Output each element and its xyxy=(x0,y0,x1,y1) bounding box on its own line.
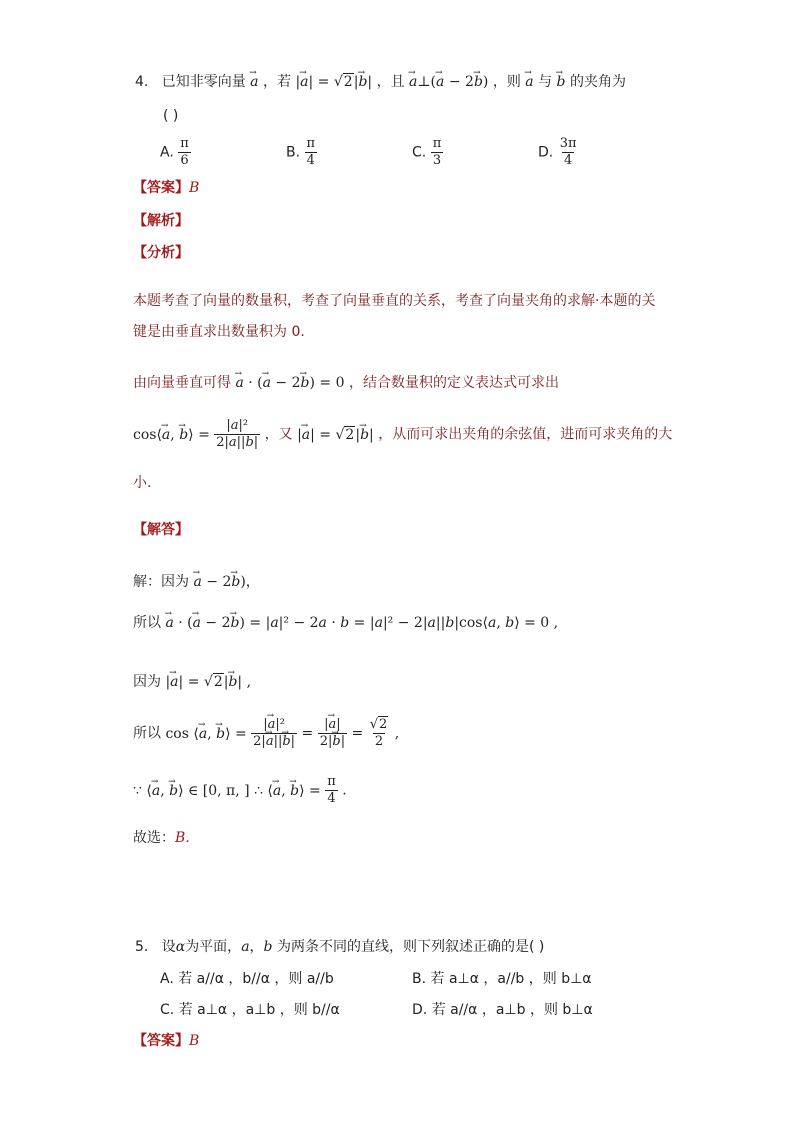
q5-option-b: B. 若 a⊥α ，a//b ，则 b⊥α xyxy=(412,971,592,987)
solution-line-5: ∵ ⟨→ a, → b⟩ ∈ [0, π, ] ∴ ⟨→ a, → b⟩ = $\frac{\pi}{4}$ . xyxy=(133,774,347,807)
q4-stem: 4. 已知非零向量 → a ，若 |→ a| = √2|→ b| ，且 → a⊥(→ a − 2→ b) ，则 → a 与 → b 的夹角为 xyxy=(135,73,626,91)
q5-stem: 5. 设α为平面，a，b 为两条不同的直线，则下列叙述正确的是( ) xyxy=(135,939,545,955)
q4-paren: ( ) xyxy=(163,108,179,124)
solution-line-4: 所以 cos ⟨→ a, → b⟩ = $\frac{\text{|→ a|²}}{2|\to a||\to b|}$ = $\frac{|\to a|}{2|\to b|}$ = $\frac{√2}{2}$ , xyxy=(133,717,399,750)
q5-option-c: C. 若 a⊥α ，a⊥b ，则 b//α xyxy=(160,1002,340,1018)
q4-option-b: B. $\frac{\pi}{4}$ xyxy=(286,136,316,168)
solution-line-3: 因为 |→ a| = √2|→ b| , xyxy=(133,673,251,691)
q4-number: 4. xyxy=(135,74,149,90)
fenxi-line-4: cos⟨→ a, → b⟩ = $\frac{\text{|a|²}}{2|a||b|}$ ，又 |→ a| = √2|→ b| ，从而可求出夹角的余弦值，进而可求夹角的大 xyxy=(133,418,672,451)
q5-option-d: D. 若 a//α ，a⊥b ，则 b⊥α xyxy=(412,1002,593,1018)
q4-option-d: D. $\frac{3\pi}{4}$ xyxy=(538,136,577,168)
fenxi-line-1: 本题考查了向量的数量积，考查了向量垂直的关系，考查了向量夹角的求解·本题的关 xyxy=(133,293,656,309)
solution-line-1: 解：因为 → a − 2→ b)， xyxy=(133,573,260,591)
q5-number: 5. xyxy=(135,939,149,955)
q4-option-c: C. $\frac{\pi}{3}$ xyxy=(412,136,442,168)
q4-option-a: A. $\frac{\pi}{6}$ xyxy=(160,136,189,168)
fenxi-line-5: 小. xyxy=(133,475,152,491)
solution-line-2: 所以 → a · (→ a − 2→ b) = |a|² − 2a · b = |a|² − 2|a||b|cos⟨a, b⟩ = 0 , xyxy=(133,614,558,632)
fenxi-line-3: 由向量垂直可得 → a · (→ a − 2→ b) = 0 ，结合数量积的定义表达式可求出 xyxy=(133,374,559,392)
q5-option-a: A. 若 a//α ，b//α ，则 a//b xyxy=(160,971,334,987)
q4-answer: 【答案】B xyxy=(133,180,200,196)
q4-fenxi-tag: 【分析】 xyxy=(133,245,189,261)
fenxi-line-2: 键是由垂直求出数量积为 0. xyxy=(133,324,305,340)
q5-answer: 【答案】B xyxy=(133,1033,200,1049)
q4-jieda-tag: 【解答】 xyxy=(133,522,189,538)
solution-conclusion: 故选：B. xyxy=(133,830,190,846)
q4-analysis-tag: 【解析】 xyxy=(133,213,189,229)
